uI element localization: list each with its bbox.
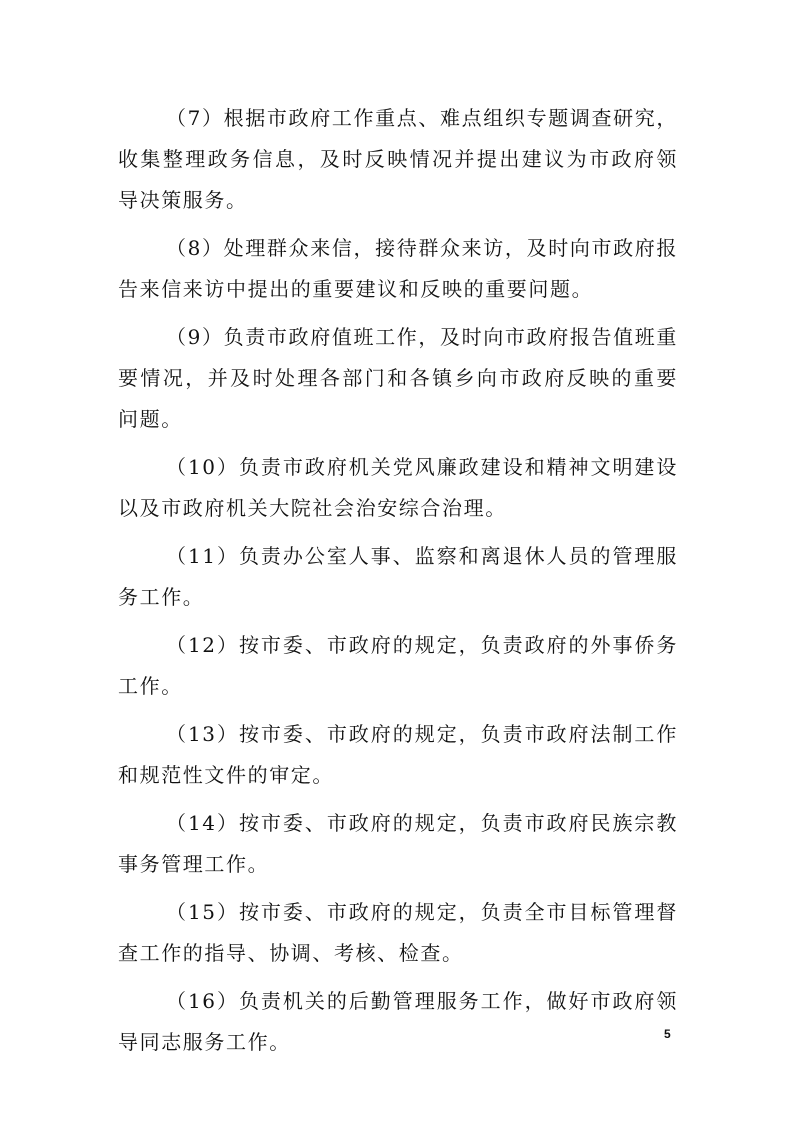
paragraph-item-13: （13）按市委、市政府的规定，负责市政府法制工作和规范性文件的审定。: [118, 722, 678, 787]
paragraph-item-11: （11）负责办公室人事、监察和离退休人员的管理服务工作。: [118, 544, 678, 609]
paragraph-item-15: （15）按市委、市政府的规定，负责全市目标管理督查工作的指导、协调、考核、检查。: [118, 900, 678, 965]
paragraph-item-16: （16）负责机关的后勤管理服务工作，做好市政府领导同志服务工作。: [118, 989, 678, 1054]
page-number: 5: [664, 1027, 671, 1041]
paragraph-item-7: （7）根据市政府工作重点、难点组织专题调查研究，收集整理政务信息，及时反映情况并提出建议为市政府领导决策服务。: [118, 106, 678, 212]
paragraph-item-9: （9）负责市政府值班工作，及时向市政府报告值班重要情况，并及时处理各部门和各镇乡向市政府反映的重要问题。: [118, 325, 678, 431]
document-body: [118, 98, 678, 1070]
paragraph-item-12: （12）按市委、市政府的规定，负责政府的外事侨务工作。: [118, 633, 678, 698]
paragraph-item-8: （8）处理群众来信，接待群众来访，及时向市政府报告来信来访中提出的重要建议和反映的重要问题。: [118, 236, 678, 301]
paragraph-item-14: （14）按市委、市政府的规定，负责市政府民族宗教事务管理工作。: [118, 811, 678, 876]
paragraph-item-10: （10）负责市政府机关党风廉政建设和精神文明建设以及市政府机关大院社会治安综合治理。: [118, 455, 678, 520]
